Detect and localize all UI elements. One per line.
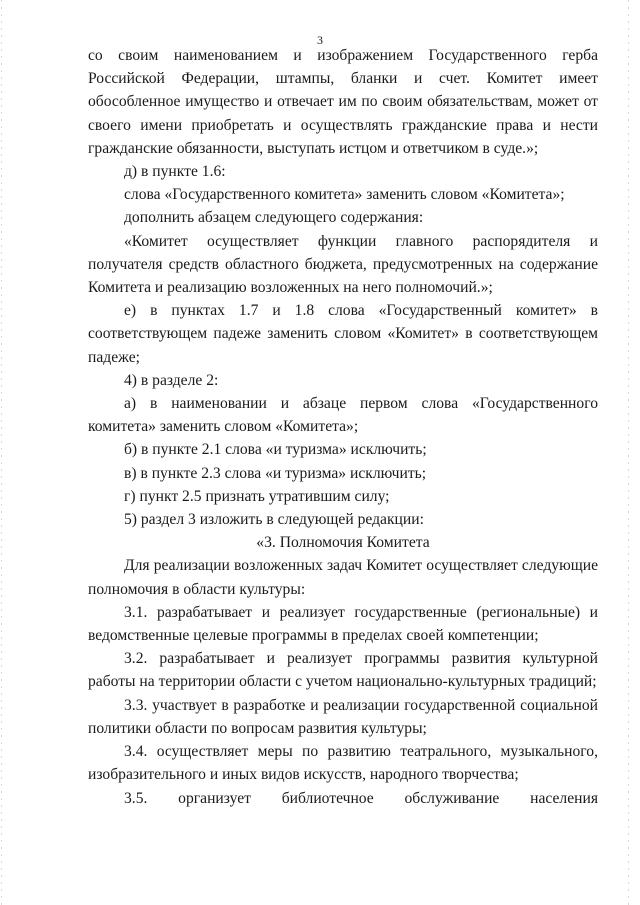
paragraph: а) в наименовании и абзаце первом слова «Государственного комитета» заменить словом «Комитета»; (88, 395, 598, 436)
right-edge-mark (628, 0, 629, 905)
paragraph: 3.5. организует библиотечное обслуживание населения (124, 789, 598, 807)
paragraph: 3.3. участвует в разработке и реализации государственной социальной политики области по вопросам развития культуры; (88, 696, 598, 737)
page-number: 3 (317, 33, 323, 47)
paragraph: 3.1. разрабатывает и реализует государственные (региональные) и ведомственные целевые программы в пределах своей компетенции; (88, 603, 598, 645)
paragraph: д) в пункте 1.6: (124, 163, 226, 181)
paragraph: Для реализации возложенных задач Комитет осуществляет следующие полномочия в области культуры: (88, 557, 598, 598)
paragraph: «Комитет осуществляет функции главного распорядителя и получателя средств областного бюджета, предусмотренных на содержание Комитета и реализацию возложенных на него полномочий.»; (88, 232, 598, 297)
paragraph: е) в пунктах 1.7 и 1.8 слова «Государственный комитет» в соответствующем падеже заменить словом «Комитет» в соответствующем падеже; (88, 302, 598, 366)
paragraph: в) в пункте 2.3 слова «и туризма» исключить; (124, 464, 427, 482)
left-edge-mark (1, 0, 2, 905)
paragraph: со своим наименованием и изображением Государственного герба Российской Федерации, штампы, бланки и счет. Комитет имеет обособленное имущество и отвечает им по своим обязательствам, может от своего имени приобретать и осуществлять гражданские права и нести гражданские обязанности, выступать истцом и ответчиком в суде.»; (88, 47, 598, 157)
paragraph: 3.2. разрабатывает и реализует программы развития культурной работы на территории области с учетом национально-культурных традиций; (88, 650, 598, 691)
paragraph: дополнить абзацем следующего содержания: (124, 209, 424, 227)
document-body (88, 44, 598, 810)
paragraph: б) в пункте 2.1 слова «и туризма» исключить; (124, 441, 427, 459)
section-heading: «3. Полномочия Комитета (256, 534, 430, 552)
paragraph: 5) раздел 3 изложить в следующей редакции: (124, 511, 424, 529)
paragraph: г) пункт 2.5 признать утратившим силу; (124, 487, 390, 505)
paragraph: слова «Государственного комитета» заменить словом «Комитета»; (124, 186, 565, 204)
paragraph: 3.4. осуществляет меры по развитию театрального, музыкального, изобразительного и иных видов искусств, народного творчества; (88, 743, 598, 784)
paragraph: 4) в разделе 2: (124, 371, 219, 389)
